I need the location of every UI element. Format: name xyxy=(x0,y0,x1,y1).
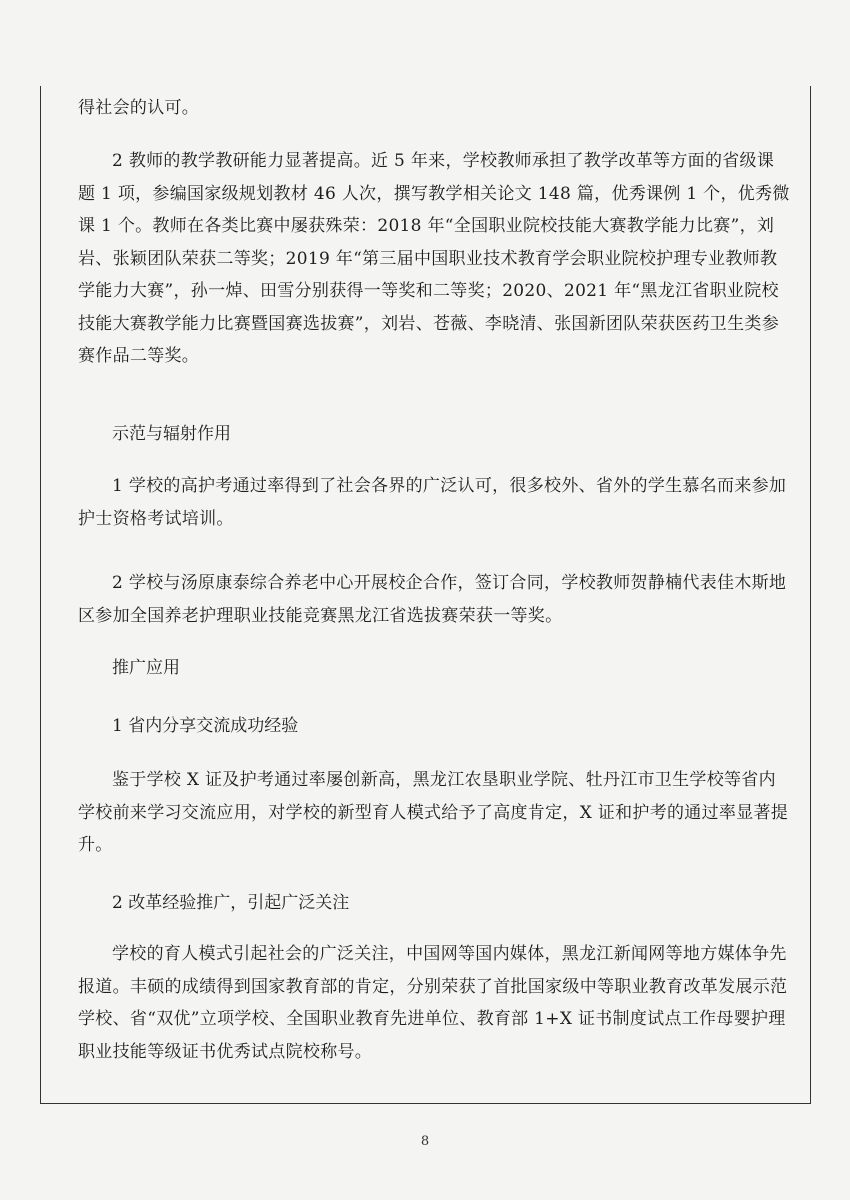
heading-demonstration: 示范与辐射作用 xyxy=(112,424,231,444)
paragraph-provincial-exchange: 鉴于学校 X 证及护考通过率屡创新高，黑龙江农垦职业学院、牡丹江市卫生学校等省内学校前来学习交流应用，对学校的新型育人模式给予了高度肯定，X 证和护考的通过率显著提升。 xyxy=(78,770,789,855)
paragraph-media-attention: 学校的育人模式引起社会的广泛关注，中国网等国内媒体，黑龙江新闻网等地方媒体争先报道。丰硕的成绩得到国家教育部的肯定，分别荣获了首批国家级中等职业教育改革发展示范学校、省“双优”立项学校、全国职业教育先进单位、教育部 1+X 证书制度试点工作母婴护理职业技能等级证书优秀试点院校称号。 xyxy=(78,944,788,1062)
heading-promotion: 推广应用 xyxy=(112,658,180,678)
heading-provincial-sharing: 1 省内分享交流成功经验 xyxy=(112,716,299,736)
paragraph-school-enterprise: 2 学校与汤原康泰综合养老中心开展校企合作，签订合同，学校教师贺静楠代表佳木斯地区参加全国养老护理职业技能竞赛黑龙江省选拔赛荣获一等奖。 xyxy=(78,573,787,626)
paragraph-exam-pass-rate: 1 学校的高护考通过率得到了社会各界的广泛认可，很多校外、省外的学生慕名而来参加护士资格考试培训。 xyxy=(78,476,787,529)
paragraph-continuation: 得社会的认可。 xyxy=(78,98,200,118)
paragraph-teacher-ability: 2 教师的教学教研能力显著提高。近 5 年来，学校教师承担了教学改革等方面的省级课题 1 项，参编国家级规划教材 46 人次，撰写教学相关论文 148 篇，优秀课例 1 个，优秀微课 1 个。教师在各类比赛中屡获殊荣：2018 年“全国职业院校技能大赛教学能力比赛”，刘岩、张颖团队荣获二等奖；2019 年“第三届中国职业技术教育学会职业院校护理专业教师教学能力大赛”，孙一焯、田雪分别获得一等奖和二等奖；2020、2021 年“黑龙江省职业院校技能大赛教学能力比赛暨国赛选拔赛”，刘岩、苍薇、李晓清、张国新团队荣获医药卫生类参赛作品二等奖。 xyxy=(78,151,790,366)
heading-reform-experience: 2 改革经验推广，引起广泛关注 xyxy=(112,893,350,913)
page-number: 8 xyxy=(420,1134,430,1149)
